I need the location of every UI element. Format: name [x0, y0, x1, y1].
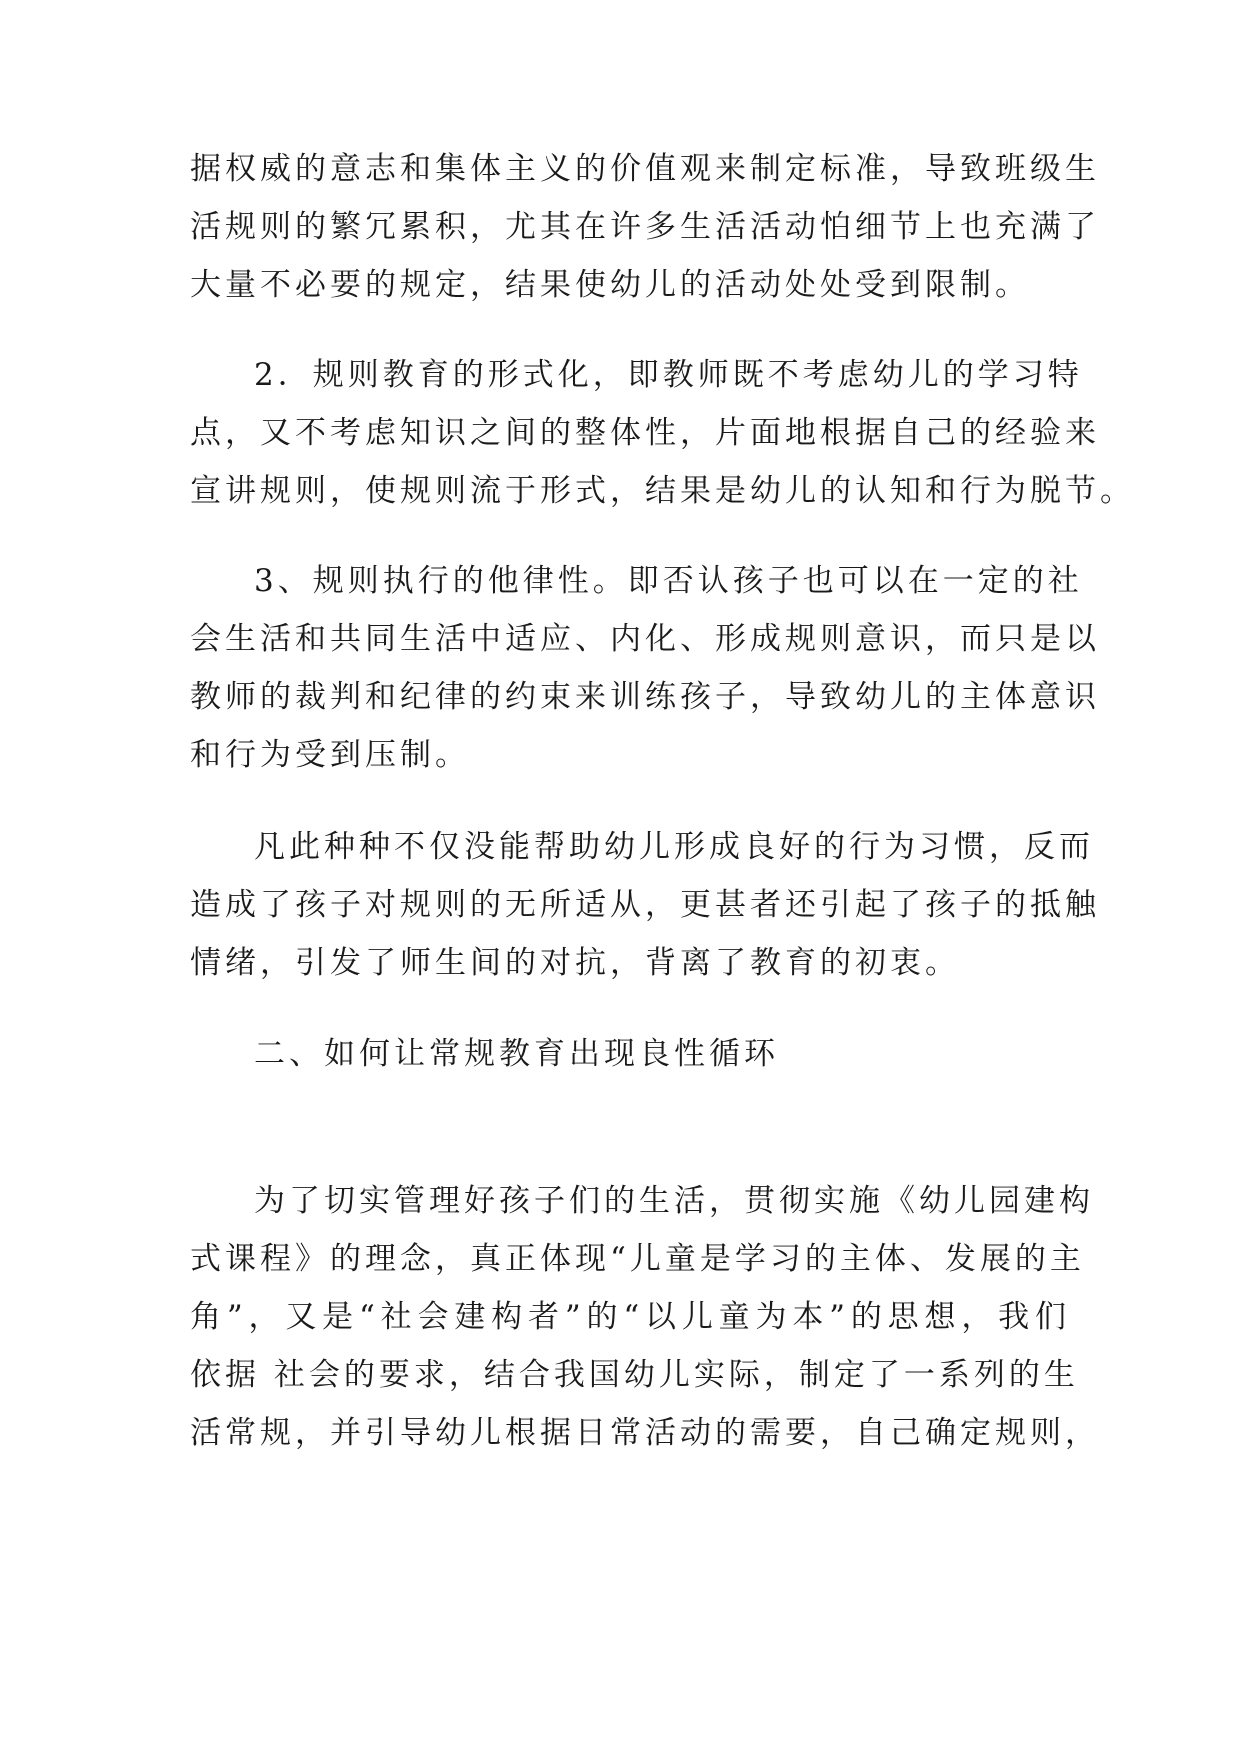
text-line: 会生活和共同生活中适应、内化、形成规则意识，而只是以	[190, 621, 1100, 657]
text-line: 和行为受到压制。	[190, 737, 470, 773]
paragraph-4	[190, 818, 1100, 992]
text-line: 为了切实管理好孩子们的生活，贯彻实施《幼儿园建构	[254, 1183, 1094, 1219]
text-line: 点，又不考虑知识之间的整体性，片面地根据自己的经验来	[190, 415, 1100, 451]
text-line: 造成了孩子对规则的无所适从，更甚者还引起了孩子的抵触	[190, 887, 1100, 923]
text-line: 3、规则执行的他律性。即否认孩子也可以在一定的社	[254, 563, 1083, 599]
heading-text: 二、如何让常规教育出现良性循环	[254, 1036, 779, 1072]
text-line: 活常规，并引导幼儿根据日常活动的需要，自己确定规则，	[190, 1415, 1100, 1451]
text-line: 式课程》的理念，真正体现“儿童是学习的主体、发展的主	[190, 1241, 1085, 1277]
paragraph-2	[190, 346, 1135, 520]
text-line: 依据 社会的要求，结合我国幼儿实际，制定了一系列的生	[190, 1357, 1079, 1393]
text-line: 情绪，引发了师生间的对抗，背离了教育的初衷。	[190, 945, 960, 981]
text-line: 宣讲规则，使规则流于形式，结果是幼儿的认知和行为脱节。	[190, 473, 1135, 509]
text-line: 角”，又是“社会建构者”的“以儿童为本”的思想，我们	[190, 1299, 1070, 1335]
text-line: 活规则的繁冗累积，尤其在许多生活活动怕细节上也充满了	[190, 209, 1100, 245]
paragraph-1	[190, 140, 1100, 314]
paragraph-3	[190, 552, 1100, 784]
paragraph-5	[190, 1172, 1100, 1462]
text-line: 据权威的意志和集体主义的价值观来制定标准，导致班级生	[190, 151, 1100, 187]
text-line: 大量不必要的规定，结果使幼儿的活动处处受到限制。	[190, 267, 1030, 303]
text-line: 教师的裁判和纪律的约束来训练孩子，导致幼儿的主体意识	[190, 679, 1100, 715]
section-heading	[190, 1025, 1070, 1083]
text-line: 凡此种种不仅没能帮助幼儿形成良好的行为习惯，反而	[254, 829, 1094, 865]
text-line: 2．规则教育的形式化，即教师既不考虑幼儿的学习特	[254, 357, 1083, 393]
